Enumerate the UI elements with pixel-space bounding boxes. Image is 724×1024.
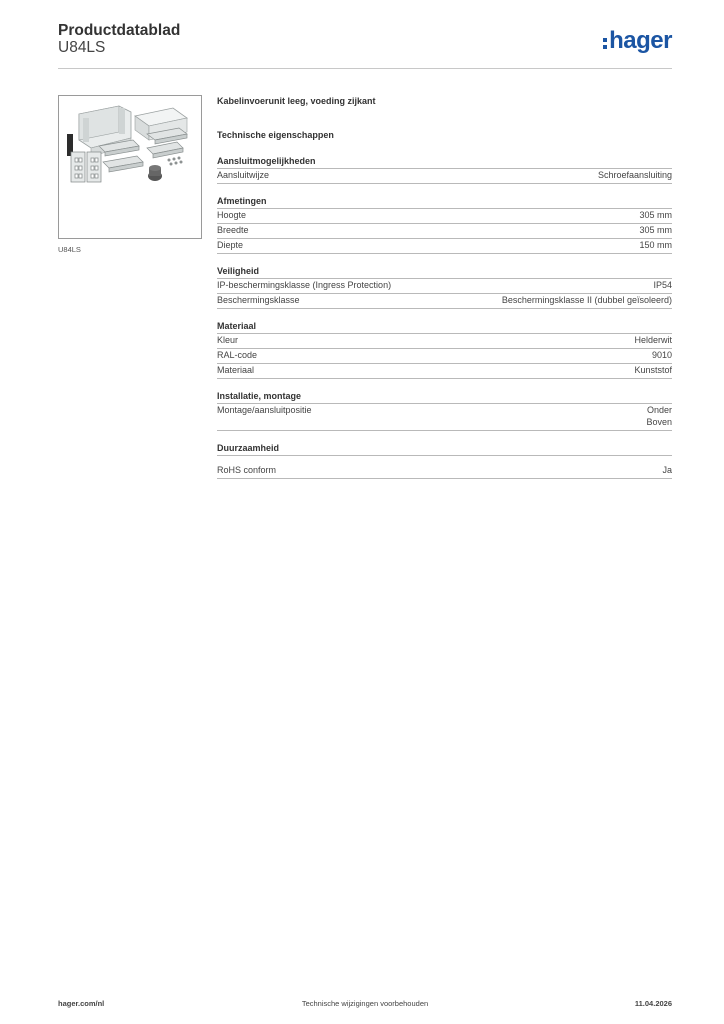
spec-row	[217, 334, 672, 349]
spec-value: Kunststof	[634, 365, 672, 375]
screws-shape	[168, 157, 183, 166]
section-title: Installatie, montage	[217, 391, 672, 404]
spec-label: IP-beschermingsklasse (Ingress Protection)	[217, 280, 392, 290]
disclaimer-text: Technische wijzigingen voorbehouden	[301, 999, 429, 1008]
product-illustration	[59, 96, 201, 238]
spec-row	[217, 294, 672, 309]
spec-value-line: Onder	[646, 405, 672, 415]
spec-label: Montage/aansluitpositie	[217, 405, 312, 415]
spec-value-line: Boven	[646, 416, 672, 427]
page-header	[58, 20, 672, 69]
spec-value: 150 mm	[639, 240, 672, 250]
spec-value: Schroefaansluiting	[597, 170, 672, 180]
section-title: Aansluitmogelijkheden	[217, 156, 672, 169]
spec-row	[217, 224, 672, 239]
section-installation	[217, 391, 672, 431]
spec-row	[217, 464, 672, 479]
product-code: U84LS	[58, 39, 106, 56]
document-date: 11.04.2026	[634, 999, 672, 1008]
section-durability	[217, 443, 672, 479]
spec-label: Materiaal	[217, 365, 255, 375]
spec-value: Helderwit	[634, 335, 672, 345]
technical-properties-title: Technische eigenschappen	[217, 130, 334, 140]
section-title: Duurzaamheid	[217, 443, 672, 456]
spec-label: RAL-code	[217, 350, 258, 360]
section-connection	[217, 156, 672, 184]
spec-label: Hoogte	[217, 210, 247, 220]
image-caption: U84LS	[58, 245, 81, 254]
section-title: Afmetingen	[217, 196, 672, 209]
spec-value: IP54	[653, 280, 672, 290]
spec-label: Diepte	[217, 240, 244, 250]
spec-row	[217, 404, 672, 431]
spec-value: 9010	[651, 350, 672, 360]
spec-value: 305 mm	[639, 225, 672, 235]
spec-row	[217, 279, 672, 294]
spec-value	[646, 405, 672, 428]
section-title: Veiligheid	[217, 266, 672, 279]
hager-logo	[603, 28, 672, 54]
spec-row	[217, 349, 672, 364]
spec-row	[217, 169, 672, 184]
document-title: Productdatablad	[58, 22, 181, 39]
product-image	[58, 95, 202, 239]
logo-dots-icon	[603, 38, 607, 49]
website-link[interactable]: hager.com/nl	[58, 999, 105, 1008]
spec-value: 305 mm	[639, 210, 672, 220]
section-material	[217, 321, 672, 379]
section-dimensions	[217, 196, 672, 254]
spec-value: Ja	[662, 465, 672, 475]
spec-label: Breedte	[217, 225, 249, 235]
spec-row	[217, 364, 672, 379]
spec-value: Beschermingsklasse II (dubbel geïsoleerd)	[501, 295, 672, 305]
spec-label: Aansluitwijze	[217, 170, 270, 180]
spec-label: Beschermingsklasse	[217, 295, 300, 305]
grid-panel-shape	[71, 152, 101, 182]
logo-text: hager	[609, 27, 672, 54]
spec-label: Kleur	[217, 335, 239, 345]
product-specifications	[217, 96, 672, 479]
spec-row	[217, 239, 672, 254]
cable-gland-shape	[148, 165, 162, 181]
product-description: Kabelinvoerunit leeg, voeding zijkant	[217, 96, 376, 106]
section-title: Materiaal	[217, 321, 672, 334]
spec-row	[217, 209, 672, 224]
section-safety	[217, 266, 672, 309]
spec-label: RoHS conform	[217, 465, 277, 475]
